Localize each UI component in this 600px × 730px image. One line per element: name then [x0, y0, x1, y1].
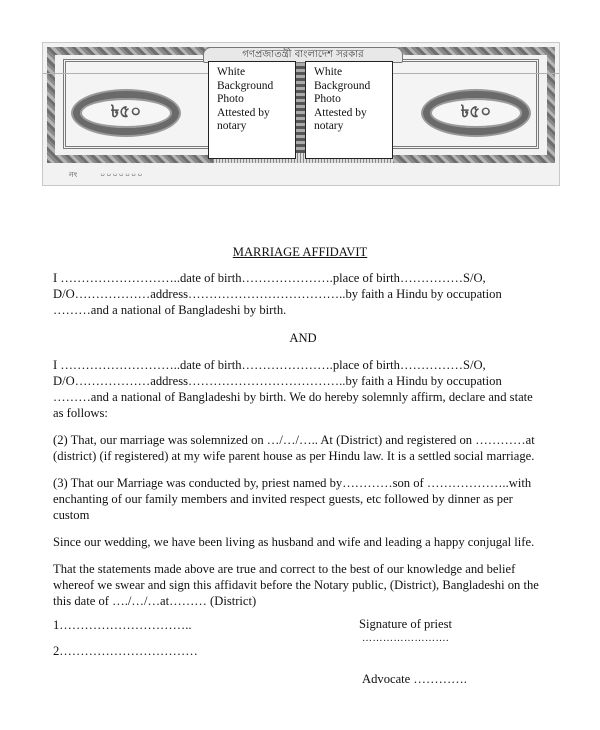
witness-2-signature-line: 2……………………………: [53, 644, 198, 658]
party-1-line-3: ………and a national of Bangladeshi by birth.: [53, 303, 287, 317]
clause-3-line-2: enchanting of our family members and invited respect guests, etc followed by dinner as per: [53, 492, 513, 506]
affidavit-body: [53, 244, 553, 620]
party-2-line-4: as follows:: [53, 406, 108, 420]
priest-signature-label: Signature of priest: [359, 617, 453, 631]
photo-label-line: White: [217, 66, 246, 78]
declaration-line-1: That the statements made above are true and correct to the best of our knowledge and belief: [53, 562, 516, 576]
party-1-declaration: [53, 270, 553, 318]
stamp-denomination-right: ৳৫০: [423, 91, 529, 135]
party-2-line-1: I ………………………..date of birth………………….place of birth……………S/O,: [53, 358, 486, 372]
party-1-line-2: D/O………………address………………………………..by faith a Hindu by occupation: [53, 287, 502, 301]
party-2-line-2: D/O………………address………………………………..by faith a Hindu by occupation: [53, 374, 502, 388]
party-2-declaration: [53, 357, 553, 421]
since-wedding-line: Since our wedding, we have been living as husband and wife and leading a happy conjugal life.: [53, 535, 535, 549]
clause-2-line-2: (district) (if registered) at my wife parent house as per Hindu law. It is a settled social marriage.: [53, 449, 535, 463]
photo-label-line: Background: [314, 79, 371, 92]
declaration-line-2: whereof we swear and sign this affidavit before the Notary public, (District), Bangladeshi on the: [53, 578, 539, 592]
declaration-line-3: this date of …./…/…at……… (District): [53, 594, 257, 608]
stamp-denomination-left: ৳৫০: [73, 91, 179, 135]
photo-label-line: notary: [217, 120, 247, 132]
photo-label-line: Attested by: [217, 106, 270, 119]
photo-label-line: notary: [314, 120, 344, 132]
and-heading: AND: [289, 331, 317, 345]
party-2-line-3: ………and a national of Bangladeshi by birth. We do hereby solemnly affirm, declare and state: [53, 390, 533, 404]
photo-placeholder-1: [208, 61, 296, 159]
witness-1-signature-line: 1…………………………..: [53, 618, 192, 632]
photo-label-line: Photo: [314, 93, 341, 105]
stamp-serial-number: ০০০০০০০: [100, 170, 144, 179]
clause-2: [53, 432, 553, 464]
photo-label-line: Background: [217, 79, 274, 92]
clause-3-line-3: custom: [53, 508, 90, 522]
clause-3-line-1: (3) That our Marriage was conducted by, priest named by…………son of ………………..with: [53, 476, 532, 490]
priest-signature-line: …………………….: [362, 633, 449, 644]
declaration-statement: [53, 561, 553, 609]
photo-label-line: Photo: [217, 93, 244, 105]
stamp-header: গণপ্রজাতন্ত্রী বাংলাদেশ সরকার: [203, 47, 403, 63]
party-1-line-1: I ………………………..date of birth………………….place of birth……………S/O,: [53, 271, 486, 285]
advocate-signature: Advocate ………….: [362, 672, 467, 686]
photo-placeholder-2: [305, 61, 393, 159]
stamp-paper: [42, 42, 560, 186]
photo-label-line: White: [314, 66, 343, 78]
clause-3: [53, 475, 553, 523]
photo-label-line: Attested by: [314, 106, 367, 119]
document-title: MARRIAGE AFFIDAVIT: [232, 245, 368, 259]
stamp-serial: [69, 169, 143, 182]
stamp-serial-prefix: নং: [69, 170, 79, 179]
since-wedding-statement: [53, 534, 553, 550]
clause-2-line-1: (2) That, our marriage was solemnized on …/…/….. At (District) and registered on …………at: [53, 433, 535, 447]
